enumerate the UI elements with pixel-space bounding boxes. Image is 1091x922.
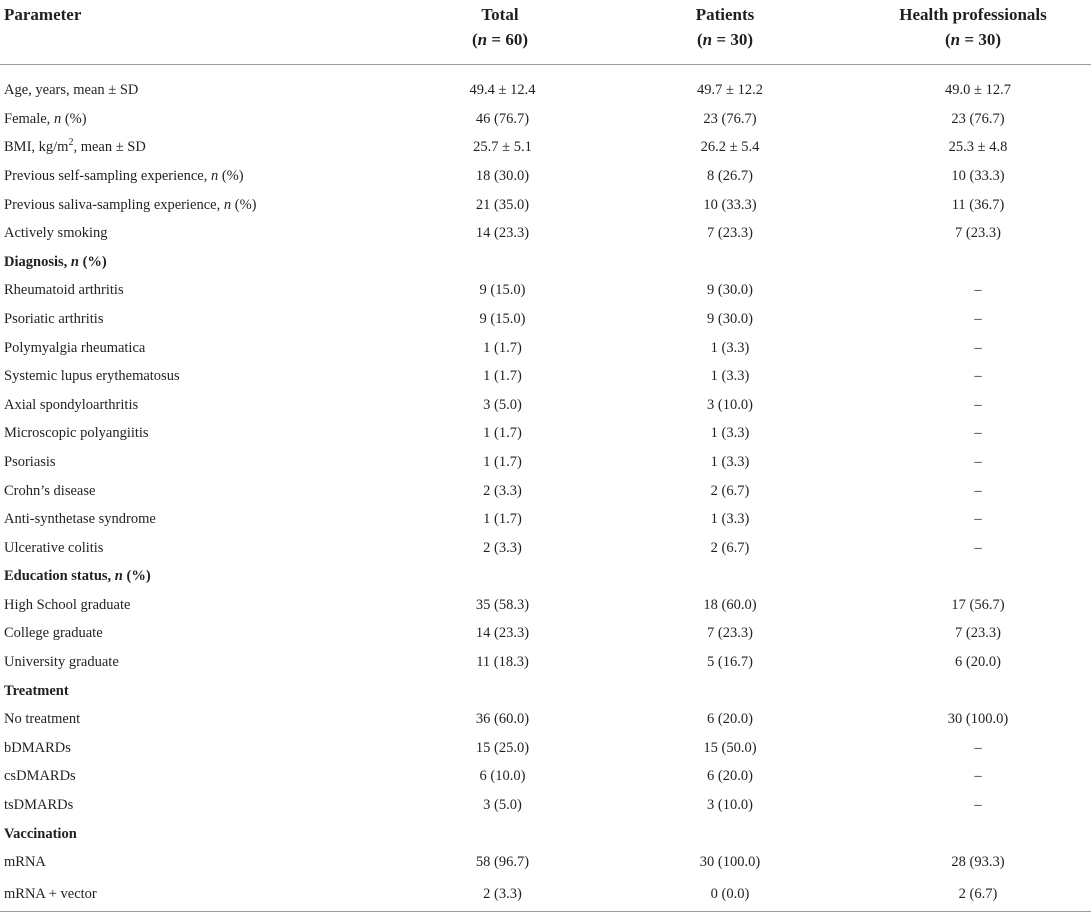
table-row	[0, 134, 1091, 163]
row-label	[0, 477, 370, 506]
row-label-text: Psoriasis	[4, 453, 56, 470]
cell-patients	[595, 563, 855, 592]
cell-health-professionals	[855, 563, 1091, 592]
header-health-n-value: = 30	[964, 30, 996, 49]
row-label-text: Actively smoking	[4, 225, 108, 242]
header-health-n-symbol: n	[950, 30, 961, 49]
header-patients-n-symbol: n	[702, 30, 713, 49]
cell-total: 1 (1.7)	[483, 368, 522, 385]
row-label-text: Previous saliva-sampling experience,	[4, 196, 224, 213]
cell-health-professionals: –	[974, 739, 982, 756]
cell-total: 46 (76.7)	[475, 110, 530, 127]
cell-total	[370, 820, 595, 849]
header-total-n: (n = 60)	[472, 30, 528, 49]
row-label	[0, 848, 370, 877]
table-row	[0, 734, 1091, 763]
row-label-suffix: , mean ± SD	[73, 139, 146, 156]
row-label-text: Anti-synthetase syndrome	[4, 511, 156, 528]
cell-patients: 2 (6.7)	[710, 482, 750, 499]
table-row	[0, 705, 1091, 734]
row-label-text: Systemic lupus erythematosus	[4, 368, 180, 385]
header-row	[0, 0, 1091, 65]
cell-patients: 7 (23.3)	[707, 225, 753, 242]
cell-health-professionals: –	[974, 453, 982, 470]
table-row	[0, 162, 1091, 191]
header-patients-n-value: = 30	[716, 30, 748, 49]
table-row	[0, 505, 1091, 534]
row-label	[0, 334, 370, 363]
cell-health-professionals: –	[974, 425, 982, 442]
table-row	[0, 877, 1091, 912]
row-label	[0, 191, 370, 220]
row-label	[0, 534, 370, 563]
table-row	[0, 763, 1091, 792]
row-label	[0, 420, 370, 449]
row-label-text: Ulcerative colitis	[4, 539, 104, 556]
row-label-superscript: 2	[68, 137, 74, 149]
section-header-row	[0, 820, 1091, 849]
cell-total: 2 (3.3)	[370, 877, 595, 912]
row-label	[0, 591, 370, 620]
cell-patients: 9 (30.0)	[707, 310, 753, 327]
cell-total: 1 (1.7)	[483, 511, 522, 528]
cell-health-professionals: 28 (93.3)	[951, 854, 1005, 871]
cell-patients: 1 (3.3)	[710, 368, 750, 385]
row-label-text: bDMARDs	[4, 739, 71, 756]
cell-total: 58 (96.7)	[475, 854, 530, 871]
cell-total: 1 (1.7)	[483, 425, 522, 442]
cell-total: 2 (3.3)	[483, 539, 522, 556]
row-label-suffix: (%)	[231, 196, 257, 213]
table-row	[0, 105, 1091, 134]
row-label-text: Axial spondyloarthritis	[4, 396, 139, 413]
cell-health-professionals: –	[974, 482, 982, 499]
table-row	[0, 848, 1091, 877]
cell-patients: 18 (60.0)	[703, 596, 757, 613]
cell-total: 2 (3.3)	[483, 482, 522, 499]
cell-patients: 6 (20.0)	[707, 768, 753, 785]
table-row	[0, 448, 1091, 477]
cell-health-professionals: 25.3 ± 4.8	[948, 139, 1008, 156]
cell-patients: 0 (0.0)	[595, 877, 855, 912]
cell-total: 1 (1.7)	[483, 339, 522, 356]
cell-total: 1 (1.7)	[483, 453, 522, 470]
row-label	[0, 620, 370, 649]
table-row	[0, 477, 1091, 506]
table-row	[0, 65, 1091, 106]
header-health-n: (n = 30)	[945, 30, 1001, 49]
cell-total: 3 (5.0)	[483, 396, 522, 413]
cell-patients: 26.2 ± 5.4	[700, 139, 760, 156]
row-label-text: Treatment	[4, 682, 69, 699]
cell-health-professionals: 10 (33.3)	[951, 167, 1005, 184]
cell-health-professionals: 7 (23.3)	[955, 625, 1001, 642]
row-label	[0, 277, 370, 306]
table-row	[0, 191, 1091, 220]
row-label-suffix: (%)	[122, 568, 151, 585]
row-label-text: csDMARDs	[4, 768, 76, 785]
table-row	[0, 219, 1091, 248]
row-label-text: Age, years, mean ± SD	[4, 81, 139, 98]
cell-total: 6 (10.0)	[479, 768, 526, 785]
cell-health-professionals: –	[974, 368, 982, 385]
row-label-text: Microscopic polyangiitis	[4, 425, 149, 442]
cell-total: 15 (25.0)	[475, 739, 530, 756]
cell-patients	[595, 677, 855, 706]
table-row	[0, 648, 1091, 677]
cell-total: 21 (35.0)	[475, 196, 530, 213]
cell-health-professionals: 23 (76.7)	[951, 110, 1005, 127]
row-label-text: mRNA + vector	[4, 885, 97, 902]
section-header-row	[0, 677, 1091, 706]
cell-health-professionals: –	[974, 282, 982, 299]
row-label	[0, 448, 370, 477]
cell-patients: 5 (16.7)	[707, 654, 753, 671]
cell-health-professionals: –	[974, 768, 982, 785]
cell-total: 9 (15.0)	[479, 282, 526, 299]
table-row	[0, 362, 1091, 391]
header-patients-label: Patients	[695, 5, 755, 24]
cell-patients: 3 (10.0)	[707, 797, 753, 814]
cell-health-professionals: –	[974, 396, 982, 413]
header-patients	[595, 0, 855, 65]
row-label-italic: n	[114, 568, 123, 585]
cell-patients	[595, 820, 855, 849]
row-label-suffix: (%)	[61, 110, 87, 127]
table-row	[0, 791, 1091, 820]
cell-total: 35 (58.3)	[475, 596, 530, 613]
section-label	[0, 563, 370, 592]
cell-health-professionals: 11 (36.7)	[951, 196, 1005, 213]
cell-total: 14 (23.3)	[475, 625, 530, 642]
cell-health-professionals: –	[974, 797, 982, 814]
cell-patients: 6 (20.0)	[707, 711, 753, 728]
cell-health-professionals: 30 (100.0)	[947, 711, 1009, 728]
cell-patients: 49.7 ± 12.2	[697, 81, 763, 98]
cell-health-professionals	[855, 677, 1091, 706]
cell-patients: 2 (6.7)	[710, 539, 750, 556]
row-label	[0, 505, 370, 534]
cell-health-professionals: 7 (23.3)	[955, 225, 1001, 242]
row-label	[0, 219, 370, 248]
row-label-text: Rheumatoid arthritis	[4, 282, 124, 299]
cell-health-professionals: 6 (20.0)	[955, 654, 1001, 671]
row-label	[0, 362, 370, 391]
row-label-text: Diagnosis,	[4, 253, 71, 270]
row-label	[0, 134, 370, 163]
cell-patients: 10 (33.3)	[703, 196, 757, 213]
row-label-text: Psoriatic arthritis	[4, 310, 104, 327]
row-label-suffix: (%)	[218, 167, 244, 184]
cell-health-professionals	[855, 248, 1091, 277]
cell-patients: 1 (3.3)	[710, 425, 750, 442]
row-label	[0, 877, 370, 912]
cell-total	[370, 677, 595, 706]
row-label-text: Female,	[4, 110, 54, 127]
cell-total: 9 (15.0)	[479, 310, 526, 327]
row-label-text: Education status,	[4, 568, 115, 585]
cell-health-professionals: 49.0 ± 12.7	[945, 81, 1011, 98]
section-label	[0, 248, 370, 277]
cell-patients	[595, 248, 855, 277]
cell-patients: 1 (3.3)	[710, 511, 750, 528]
row-label-text: College graduate	[4, 625, 103, 642]
cell-health-professionals: –	[974, 310, 982, 327]
section-label	[0, 820, 370, 849]
row-label-text: Previous self-sampling experience,	[4, 167, 211, 184]
row-label-italic: n	[223, 196, 232, 213]
row-label-text: High School graduate	[4, 596, 131, 613]
header-total-label: Total	[481, 5, 519, 24]
section-label	[0, 677, 370, 706]
cell-patients: 9 (30.0)	[707, 282, 753, 299]
cell-patients: 7 (23.3)	[707, 625, 753, 642]
cell-total	[370, 563, 595, 592]
row-label-text: Vaccination	[4, 825, 77, 842]
table-row	[0, 534, 1091, 563]
row-label	[0, 648, 370, 677]
table-header	[0, 0, 1091, 65]
cell-total: 18 (30.0)	[475, 167, 530, 184]
row-label-text: University graduate	[4, 654, 119, 671]
row-label-text: Polymyalgia rheumatica	[4, 339, 146, 356]
cell-health-professionals: –	[974, 511, 982, 528]
row-label-suffix: (%)	[78, 253, 107, 270]
cell-total: 3 (5.0)	[483, 797, 522, 814]
row-label	[0, 705, 370, 734]
table-body	[0, 65, 1091, 912]
row-label-text: BMI, kg/m	[4, 139, 69, 156]
cell-patients: 23 (76.7)	[703, 110, 757, 127]
table-row	[0, 591, 1091, 620]
cell-patients: 30 (100.0)	[699, 854, 761, 871]
row-label-text: tsDMARDs	[4, 797, 74, 814]
row-label-italic: n	[70, 253, 79, 270]
header-total-n-symbol: n	[477, 30, 488, 49]
cell-health-professionals: 17 (56.7)	[951, 596, 1005, 613]
row-label	[0, 65, 370, 106]
cell-patients: 1 (3.3)	[710, 453, 750, 470]
table-row	[0, 305, 1091, 334]
cell-total	[370, 248, 595, 277]
table-row	[0, 277, 1091, 306]
cell-health-professionals: –	[974, 339, 982, 356]
cell-total: 25.7 ± 5.1	[473, 139, 532, 156]
cell-patients: 1 (3.3)	[710, 339, 750, 356]
cell-total: 36 (60.0)	[475, 711, 530, 728]
header-health-label: Health professionals	[899, 5, 1047, 24]
cell-health-professionals: –	[974, 539, 982, 556]
header-parameter	[0, 0, 370, 65]
row-label	[0, 105, 370, 134]
header-parameter-label: Parameter	[4, 5, 82, 24]
row-label-text: Crohn’s disease	[4, 482, 96, 499]
cell-health-professionals: 2 (6.7)	[855, 877, 1091, 912]
cell-patients: 15 (50.0)	[703, 739, 757, 756]
cell-total: 14 (23.3)	[475, 225, 530, 242]
header-patients-n: (n = 30)	[697, 30, 753, 49]
row-label	[0, 734, 370, 763]
row-label	[0, 791, 370, 820]
header-health-professionals	[855, 0, 1091, 65]
row-label-italic: n	[210, 167, 219, 184]
header-total	[370, 0, 595, 65]
section-header-row	[0, 248, 1091, 277]
row-label	[0, 763, 370, 792]
cell-patients: 8 (26.7)	[707, 167, 753, 184]
row-label-text: No treatment	[4, 711, 81, 728]
cell-total: 49.4 ± 12.4	[469, 81, 536, 98]
table-row	[0, 391, 1091, 420]
cell-total: 11 (18.3)	[476, 654, 529, 671]
table-row	[0, 620, 1091, 649]
header-total-n-value: = 60	[491, 30, 523, 49]
table-row	[0, 420, 1091, 449]
row-label-text: mRNA	[4, 854, 46, 871]
row-label	[0, 391, 370, 420]
section-header-row	[0, 563, 1091, 592]
cell-health-professionals	[855, 820, 1091, 849]
row-label	[0, 162, 370, 191]
table-row	[0, 334, 1091, 363]
row-label	[0, 305, 370, 334]
cell-patients: 3 (10.0)	[707, 396, 753, 413]
row-label-italic: n	[53, 110, 62, 127]
